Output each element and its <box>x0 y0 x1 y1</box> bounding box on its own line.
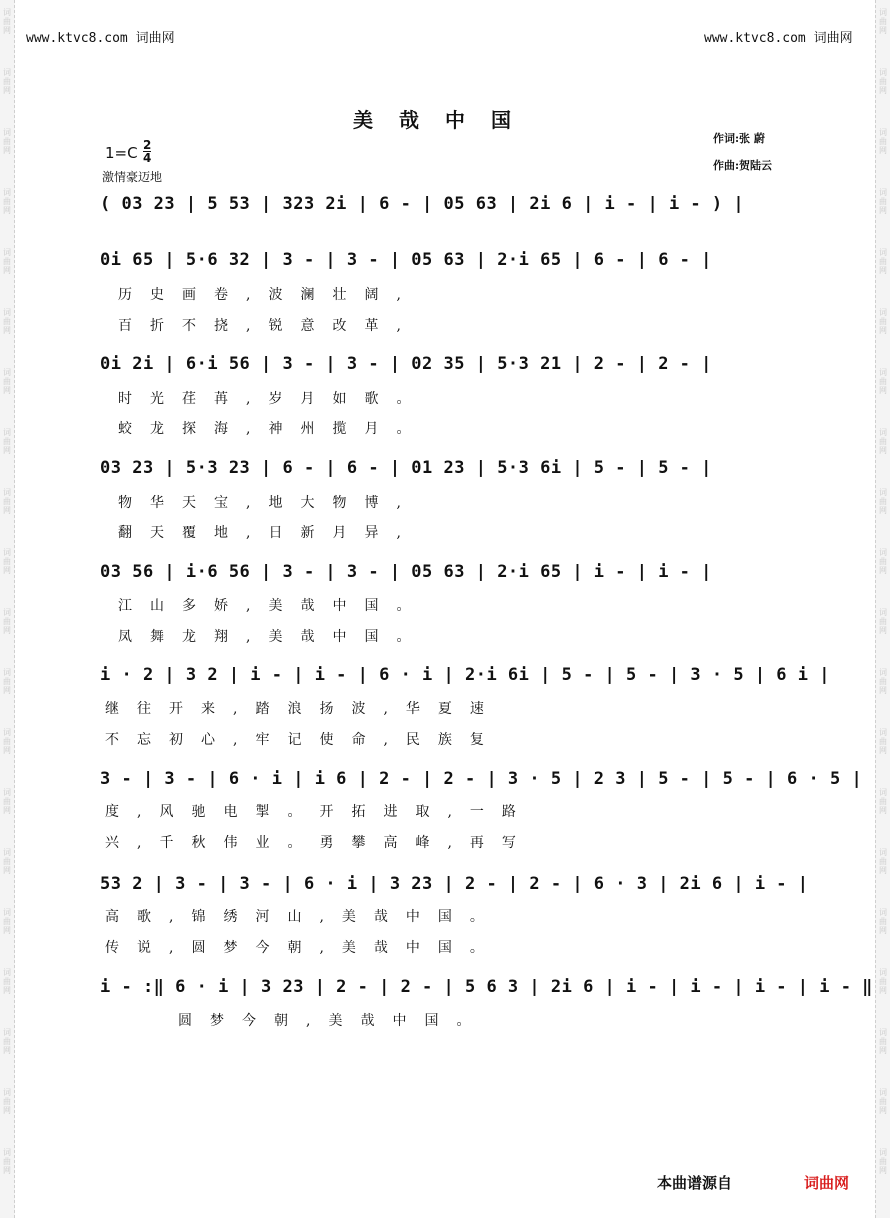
song-title: 美哉中国 <box>353 108 537 132</box>
notation-line: 0i 2i | 6·i 56 | 3 - | 3 - | 02 35 | 5·3 21 | 2 - | 2 - | <box>100 354 712 374</box>
notation-line: 03 23 | 5·3 23 | 6 - | 6 - | 01 23 | 5·3 6i | 5 - | 5 - | <box>100 458 712 478</box>
key-signature: 1=C <box>105 144 138 162</box>
side-watermark: 词曲网 <box>879 128 887 155</box>
notation-line: 0i 65 | 5·6 32 | 3 - | 3 - | 05 63 | 2·i 65 | 6 - | 6 - | <box>100 250 712 270</box>
side-watermark: 词曲网 <box>879 548 887 575</box>
side-watermark: 词曲网 <box>3 608 11 635</box>
lyric-line: 江山多娇,美哉中国。 <box>118 598 429 614</box>
notation-line: i - :‖ 6 · i | 3 23 | 2 - | 2 - | 5 6 3 | 2i 6 | i - | i - | i - | i - ‖ <box>100 977 873 997</box>
time-signature <box>143 139 151 164</box>
side-watermark: 词曲网 <box>3 848 11 875</box>
side-watermark: 词曲网 <box>879 188 887 215</box>
side-watermark: 词曲网 <box>3 788 11 815</box>
side-watermark: 词曲网 <box>879 8 887 35</box>
side-watermark: 词曲网 <box>3 908 11 935</box>
side-watermark: 词曲网 <box>3 308 11 335</box>
notation-line: i · 2 | 3 2 | i - | i - | 6 · i | 2·i 6i | 5 - | 5 - | 3 · 5 | 6 i | <box>100 665 830 685</box>
lyric-line: 百折不挠,锐意改革, <box>118 318 419 334</box>
side-watermark: 词曲网 <box>879 368 887 395</box>
side-watermark: 词曲网 <box>879 308 887 335</box>
time-top: 2 <box>143 138 152 152</box>
footer-logo[interactable]: 词曲网 <box>804 1174 850 1192</box>
lyric-line: 时光荏苒,岁月如歌。 <box>118 391 429 407</box>
side-watermark: 词曲网 <box>3 728 11 755</box>
side-watermark: 词曲网 <box>879 848 887 875</box>
time-bottom: 4 <box>143 151 152 165</box>
side-watermark: 词曲网 <box>879 908 887 935</box>
side-watermark: 词曲网 <box>3 8 11 35</box>
side-watermark: 词曲网 <box>879 428 887 455</box>
lyric-line: 历史画卷,波澜壮阔, <box>118 287 419 303</box>
footer-source-text: 本曲谱源自 <box>657 1174 733 1192</box>
side-watermark: 词曲网 <box>3 1148 11 1175</box>
side-watermark: 词曲网 <box>879 728 887 755</box>
lyric-line: 蛟龙探海,神州揽月。 <box>118 421 429 437</box>
lyric-line: 传说,圆梦今朝,美哉中国。 <box>105 940 502 956</box>
side-watermark: 词曲网 <box>879 68 887 95</box>
notation-line: 03 56 | i·6 56 | 3 - | 3 - | 05 63 | 2·i 65 | i - | i - | <box>100 562 712 582</box>
lyric-line: 高歌,锦绣河山,美哉中国。 <box>105 909 502 925</box>
site-url-right[interactable]: www.ktvc8.com 词曲网 <box>704 31 853 46</box>
tempo-marking: 激情豪迈地 <box>102 170 163 184</box>
side-watermark: 词曲网 <box>879 1028 887 1055</box>
composer-credit: 作曲:贺陆云 <box>713 159 773 172</box>
side-watermark: 词曲网 <box>879 1088 887 1115</box>
side-watermark: 词曲网 <box>3 548 11 575</box>
side-watermark: 词曲网 <box>879 968 887 995</box>
notation-line: 3 - | 3 - | 6 · i | i 6 | 2 - | 2 - | 3 · 5 | 2 3 | 5 - | 5 - | 6 · 5 | <box>100 769 863 789</box>
side-watermark: 词曲网 <box>3 1088 11 1115</box>
lyric-line: 凤舞龙翔,美哉中国。 <box>118 629 429 645</box>
notation-line: ( 03 23 | 5 53 | 323 2i | 6 - | 05 63 | 2i 6 | i - | i - ) | <box>100 194 745 214</box>
side-watermark: 词曲网 <box>879 608 887 635</box>
notation-line: 53 2 | 3 - | 3 - | 6 · i | 3 23 | 2 - | 2 - | 6 · 3 | 2i 6 | i - | <box>100 874 809 894</box>
lyric-line: 圆梦今朝,美哉中国。 <box>178 1013 489 1029</box>
side-watermark: 词曲网 <box>3 428 11 455</box>
side-watermark: 词曲网 <box>3 1028 11 1055</box>
lyric-line: 物华天宝,地大物博, <box>118 495 419 511</box>
side-watermark: 词曲网 <box>3 668 11 695</box>
side-watermark: 词曲网 <box>3 368 11 395</box>
side-watermark: 词曲网 <box>879 488 887 515</box>
side-watermark: 词曲网 <box>3 68 11 95</box>
lyricist-credit: 作词:张 蔚 <box>713 132 765 145</box>
side-watermark: 词曲网 <box>879 668 887 695</box>
side-watermark: 词曲网 <box>3 128 11 155</box>
side-watermark: 词曲网 <box>879 248 887 275</box>
side-watermark: 词曲网 <box>3 488 11 515</box>
lyric-line: 继往开来,踏浪扬波,华夏速 <box>105 701 502 717</box>
side-watermark: 词曲网 <box>879 1148 887 1175</box>
side-watermark: 词曲网 <box>3 188 11 215</box>
site-url-left[interactable]: www.ktvc8.com 词曲网 <box>26 31 175 46</box>
lyric-line: 翻天覆地,日新月异, <box>118 525 419 541</box>
side-watermark: 词曲网 <box>3 968 11 995</box>
lyric-line: 兴,千秋伟业。勇攀高峰,再写 <box>105 835 534 851</box>
lyric-line: 度,风驰电掣。开拓进取,一路 <box>105 804 534 820</box>
lyric-line: 不忘初心,牢记使命,民族复 <box>105 732 502 748</box>
side-watermark: 词曲网 <box>879 788 887 815</box>
side-watermark: 词曲网 <box>3 248 11 275</box>
